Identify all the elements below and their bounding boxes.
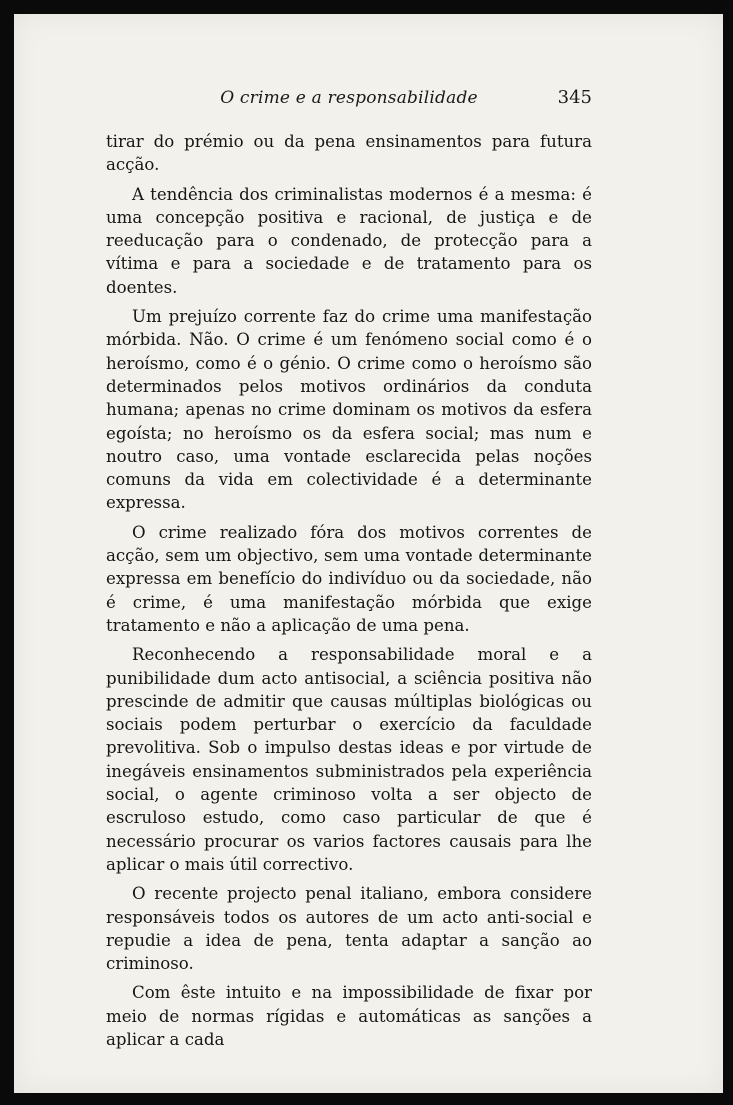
running-title: O crime e a responsabilidade [220, 88, 478, 108]
page-number: 345 [557, 87, 592, 108]
paragraph-continuation: tirar do prémio ou da pena ensinamentos para futura acção. [106, 132, 592, 175]
body-text [106, 130, 592, 1057]
paragraph: O recente projecto penal italiano, embora considere responsáveis todos os autores de um acto anti-social e repudie a idea de pena, tenta adaptar a sanção ao criminoso. [106, 884, 592, 974]
paragraph: Reconhecendo a responsabilidade moral e a punibilidade dum acto antisocial, a sciência positiva não prescinde de admitir que causas múltiplas biológicas ou sociais podem perturbar o exercício da faculdade prevolitiva. Sob o impulso destas ideas e por virtude de inegáveis ensinamentos subministrados pela experiência social, o agente criminoso volta a ser objecto de escruloso estudo, como caso particular de que é necessário procurar os varios factores causais para lhe aplicar o mais útil correctivo. [106, 645, 592, 874]
paragraph: O crime realizado fóra dos motivos correntes de acção, sem um objectivo, sem uma vontade determinante expressa em benefício do indivíduo ou da sociedade, não é crime, é uma manifestação mórbida que exige tratamento e não a aplicação de uma pena. [106, 522, 592, 635]
book-page [14, 14, 723, 1093]
page-header [106, 88, 592, 112]
paragraph: A tendência dos criminalistas modernos é a mesma: é uma concepção positiva e racional, de justiça e de reeducação para o condenado, de protecção para a vítima e para a sociedade e de tratamento para os doentes. [106, 184, 592, 297]
paragraph: Um prejuízo corrente faz do crime uma manifestação mórbida. Não. O crime é um fenómeno social como é o heroísmo, como é o génio. O crime como o heroísmo são determinados pelos motivos ordinários da conduta humana; apenas no crime dominam os motivos da esfera egoísta; no heroísmo os da esfera social; mas num e noutro caso, uma vontade esclarecida pelas noções comuns da vida em colectividade é a determinante expressa. [106, 307, 592, 513]
paragraph: Com êste intuito e na impossibilidade de fixar por meio de normas rígidas e automáticas as sanções a aplicar a cada [106, 983, 592, 1049]
